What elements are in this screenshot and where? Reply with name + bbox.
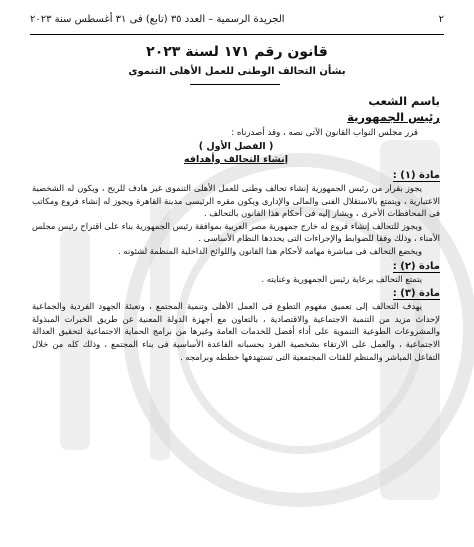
title-divider [190,84,280,85]
article-heading [32,287,440,300]
president-heading: رئيس الجمهورية [347,110,440,124]
in-the-name-of-people: باسم الشعب [368,94,440,108]
gazette-issue-line: الجريدة الرسمية – العدد ٣٥ (تابع) فى ٣١ أغسطس سنة ٢٠٢٣ [30,14,285,25]
chapter-label: ( الفصل الأول ) [198,141,274,152]
header-divider [30,34,444,35]
law-body [32,94,440,363]
article-2-paragraph-1: يتمتع التحالف برعاية رئيس الجمهورية وعنايته . [261,273,422,284]
page-number: ٢ [438,14,444,25]
article-heading [32,260,440,273]
decree-statement: قرر مجلس النواب القانون الآتى نصه ، وقد أصدرناه : [231,128,418,138]
law-title: قانون رقم ١٧١ لسنة ٢٠٢٣ [146,44,328,60]
article-1-paragraph-2: ويجوز للتحالف إنشاء فروع له خارج جمهورية مصر العربية بموافقة رئيس الجمهورية بناء على اقتراح رئيس مجلس الأمناء ، وذلك وفقا للضوابط والإجراءات التى يحددها النظام الأساسى . [32,220,440,244]
article-2-label: مادة (٢) : [392,260,440,272]
article-3-paragraph-1: يهدف التحالف إلى تعميق مفهوم التطوع فى العمل الأهلى وتنمية المجتمع ، وتعبئة الجهود الفردية والجماعية لإحداث مزيد من التنمية الاجتماعية والاقتصادية ، بالتعاون مع أجهزة الدولة المعنية عن طريق الخبرات المبذولة والمشروعات الطوعية التنموية على أداء أفضل للخدمات العامة وغيرها من برامج الحماية الاجتماعية لتحقيق العدالة الاجتماعية ، والعمل على الارتقاء بشخصية الفرد بحسبانه القاعدة الأساسية فى بناء المجتمع ، وذلك كله من خلال التفاعل المباشر والمنظم للفئات المجتمعية التى تستهدفها خططه وبرامجه . [32,301,440,362]
article-1-paragraph-3: ويخضع التحالف فى مباشرة مهامه لأحكام هذا القانون واللوائح الداخلية المنظمة لشئونه . [118,245,422,256]
article-3-label: مادة (٣) : [392,288,440,300]
article-1-paragraph-1: يجوز بقرار من رئيس الجمهورية إنشاء تحالف وطنى للعمل الأهلى التنموى غير هادف للربح ، ويكون له الشخصية الاعتبارية ، ويتمتع بالاستقلال الفنى والمالى والإدارى ويكون مقره الرئيسى مدينة القاهرة ويجوز له إنشاء فروع ومكاتب فى المحافظات الأخرى ، ويشار إليه فى أحكام هذا القانون بالتحالف . [32,183,440,219]
law-subtitle: بشأن التحالف الوطنى للعمل الأهلى التنموى [128,66,346,77]
chapter-title: إنشاء التحالف وأهدافه [184,154,288,165]
page-header [30,14,444,25]
article-heading [32,169,440,182]
article-1-label: مادة (١) : [392,170,440,181]
